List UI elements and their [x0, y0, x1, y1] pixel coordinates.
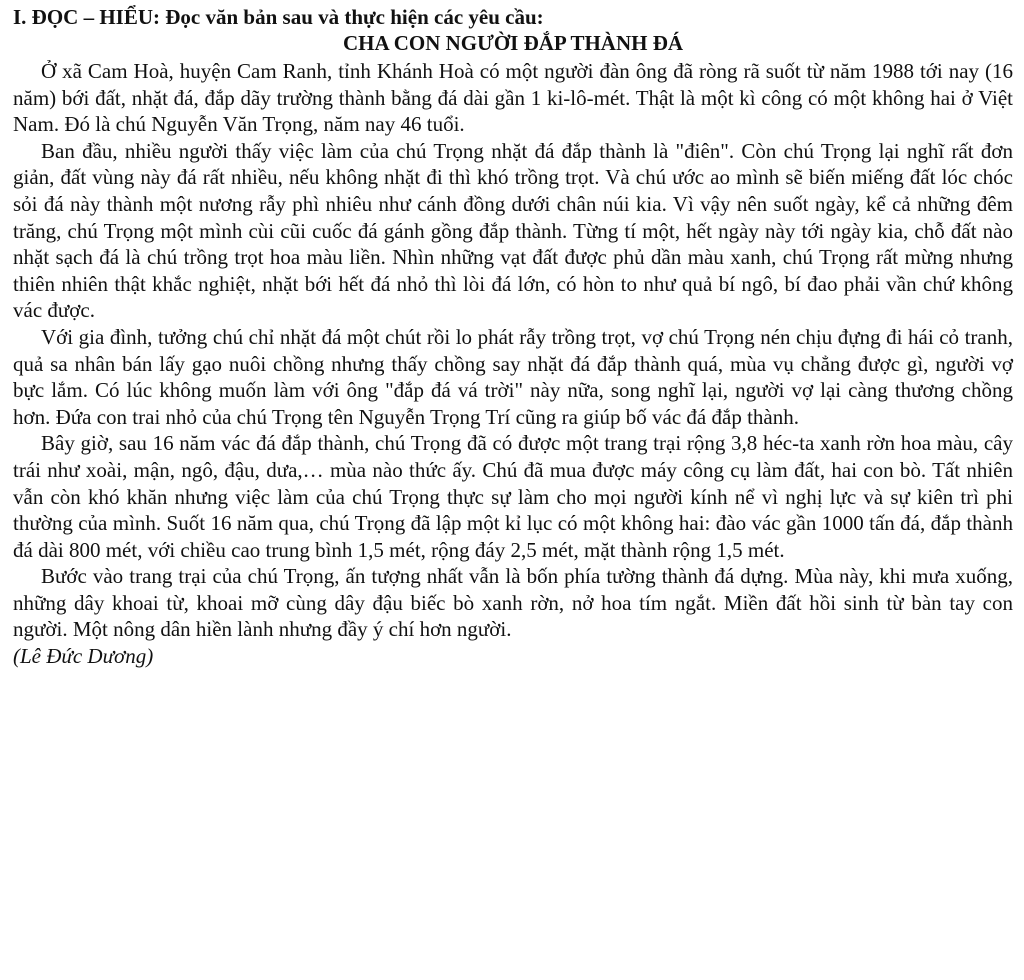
paragraph-1: Ở xã Cam Hoà, huyện Cam Ranh, tỉnh Khánh Hoà có một người đàn ông đã ròng rã suốt từ năm 1988 tới nay (16 năm) bới đất, nhặt đá, đắp dãy trường thành bằng đá dài gần 1 ki-lô-mét. Thật là một kì công có một không hai ở Việt Nam. Đó là chú Nguyễn Văn Trọng, năm nay 46 tuổi. — [13, 59, 1013, 137]
paragraph-5: Bước vào trang trại của chú Trọng, ấn tượng nhất vẫn là bốn phía tường thành đá dựng. Mùa này, khi mưa xuống, những dây khoai từ, khoai mỡ cùng dây đậu biếc bò xanh rờn, nở hoa tím ngắt. Miền đất hồi sinh từ bàn tay con người. Một nông dân hiền lành nhưng đầy ý chí hơn người. — [13, 564, 1013, 642]
author-credit: (Lê Đức Dương) — [13, 644, 154, 669]
paragraph-2: Ban đầu, nhiều người thấy việc làm của chú Trọng nhặt đá đắp thành là "điên". Còn chú Trọng lại nghĩ rất đơn giản, đất vùng này đá rất nhiều, nếu không nhặt đi thì khó trồng trọt. Và chú ước ao mình sẽ biến miếng đất lóc chóc sỏi đá này thành một nương rẫy phì nhiêu như cánh đồng dưới chân núi kia. Vì vậy nên suốt ngày, kể cả những đêm trăng, chú Trọng một mình cùi cũi cuốc đá gánh gồng đắp thành. Từng tí một, hết ngày này tới ngày kia, chỗ đất nào nhặt sạch đá là chú trồng trọt hoa màu liền. Nhìn những vạt đất được phủ dần màu xanh, chú Trọng rất mừng nhưng thiên nhiên thật khắc nghiệt, nhặt bới hết đá nhỏ thì lòi đá lớn, có hòn to như quả bí ngô, bí đao phải vần chứ không vác được. — [13, 138, 1013, 323]
section-heading: I. ĐỌC – HIỂU: Đọc văn bản sau và thực hiện các yêu cầu: — [13, 5, 544, 29]
paragraph-3: Với gia đình, tưởng chú chỉ nhặt đá một chút rồi lo phát rẫy trồng trọt, vợ chú Trọng nén chịu đựng đi hái cỏ tranh, quả sa nhân bán lấy gạo nuôi chồng nhưng thấy chồng say nhặt đá đắp thành quá, mùa vụ chẳng được gì, người vợ bực lắm. Có lúc không muốn làm với ông "đắp đá vá trời" này nữa, song nghĩ lại, người vợ lại càng thương chồng hơn. Đứa con trai nhỏ của chú Trọng tên Nguyễn Trọng Trí cũng ra giúp bố vác đá đắp thành. — [13, 324, 1013, 429]
document-page — [13, 4, 1013, 669]
document-title: CHA CON NGƯỜI ĐẮP THÀNH ĐÁ — [342, 31, 684, 55]
paragraph-4: Bây giờ, sau 16 năm vác đá đắp thành, chú Trọng đã có được một trang trại rộng 3,8 héc-ta xanh rờn hoa màu, cây trái như xoài, mận, ngô, đậu, dưa,… mùa nào thức ấy. Chú đã mua được máy công cụ làm đất, hai con bò. Tất nhiên vẫn còn khó khăn nhưng việc làm của chú Trọng thực sự làm cho mọi người kính nể vì nghị lực và sự kiên trì phi thường của mình. Suốt 16 năm qua, chú Trọng đã lập một kỉ lục có một không hai: đào vác gần 1000 tấn đá, đắp thành đá dài 800 mét, với chiều cao trung bình 1,5 mét, rộng đáy 2,5 mét, mặt thành rộng 1,5 mét. — [13, 431, 1013, 562]
